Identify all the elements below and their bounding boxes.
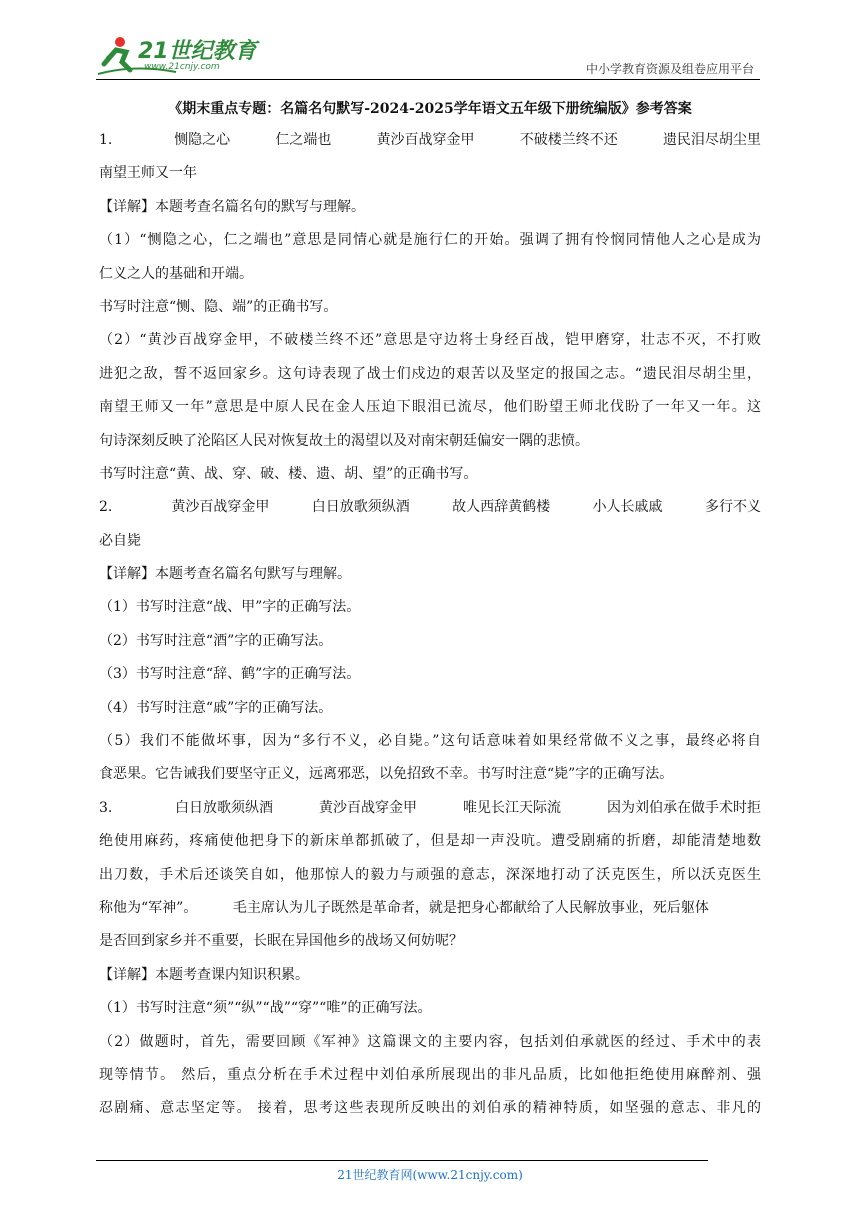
explanation-line: 进犯之敌，誓不返回家乡。这句诗表现了战士们戍边的艰苦以及坚定的报国之志。“遗民泪尽胡尘里， [99, 365, 761, 382]
logo-url: www.21cnjy.com [144, 62, 220, 72]
explanation-line: 忍剧痛、意志坚定等。 接着，思考这些表现所反映出的刘伯承的精神特质，如坚强的意志、非凡的 [99, 1100, 761, 1117]
answer-item: 白日放歌须纵酒 [311, 499, 410, 516]
question-2-answers [99, 491, 761, 524]
answer-item: 黄沙百战穿金甲 [319, 799, 417, 816]
explanation-line: 现等情节。 然后，重点分析在手术过程中刘伯承所展现出的非凡品质，比如他拒绝使用麻醉剂、强 [99, 1066, 761, 1083]
answer-item: 多行不义 [704, 499, 761, 516]
answer-item: 黄沙百战穿金甲 [376, 132, 475, 148]
explanation-line: 南望王师又一年”意思是中原人民在金人压迫下眼泪已流尽，他们盼望王师北伐盼了一年又一年。这 [99, 399, 761, 416]
explanation-line: 句诗深刻反映了沦陷区人民对恢复故土的渴望以及对南宋朝廷偏安一隅的悲愤。 [99, 432, 589, 449]
answer-item: 黄沙百战穿金甲 [171, 499, 270, 516]
answer-item: 遗民泪尽胡尘里 [662, 132, 761, 148]
header-divider [96, 79, 760, 80]
explanation-line: 是否回到家乡并不重要，长眠在异国他乡的战场又何妨呢？ [99, 933, 463, 950]
explanation-line: 【详解】本题考查名篇名句的默写与理解。 [99, 198, 365, 215]
explanation-line: （5）我们不能做坏事，因为“多行不义，必自毙。”这句话意味着如果经常做不义之事，最终必将自 [99, 733, 761, 750]
answer-item: 唯见长江天际流 [463, 799, 561, 816]
answer-continuation: 南望王师又一年 [99, 165, 197, 182]
explanation-line: （1）书写时注意“须”“纵”“战”“穿”“唯”的正确写法。 [99, 1000, 432, 1017]
footer-link[interactable]: 21世纪教育网(www.21cnjy.com) [337, 1168, 523, 1182]
page-header [96, 30, 760, 78]
question-number: 1. [99, 132, 113, 148]
explanation-line: 书写时注意“恻、隐、端”的正确书写。 [99, 298, 338, 315]
explanation-line: 仁义之人的基础和开端。 [99, 265, 253, 282]
explanation-line: （3）书写时注意“辞、鹤”字的正确写法。 [99, 666, 361, 683]
answer-item: 故人西辞黄鹤楼 [452, 499, 551, 516]
explanation-line: 绝使用麻药，疼痛使他把身下的新床单都抓破了，但是却一声没吭。遭受剧痛的折磨，却能清楚地数 [99, 833, 761, 850]
explanation-line: 【详解】本题考查名篇名句默写与理解。 [99, 566, 351, 583]
answer-content [99, 124, 761, 1126]
page-title: 《期末重点专题：名篇名句默写-2024-2025学年语文五年级下册统编版》参考答案 [168, 101, 692, 117]
answer-item: 恻隐之心 [174, 132, 231, 148]
explanation-line: （2）做题时，首先，需要回顾《军神》这篇课文的主要内容，包括刘伯承就医的经过、手术中的表 [99, 1033, 761, 1050]
explanation-line: （4）书写时注意“戚”字的正确写法。 [99, 699, 333, 716]
answer-item: 因为刘伯承在做手术时拒 [607, 799, 761, 816]
answer-item: 仁之端也 [275, 132, 332, 148]
explanation-line: （2）“黄沙百战穿金甲，不破楼兰终不还”意思是守边将士身经百战，铠甲磨穿，壮志不灭，不打败 [99, 332, 761, 349]
answer-continuation: 必自毙 [99, 532, 141, 549]
site-logo[interactable] [96, 34, 266, 78]
explanation-line: 食恶果。它告诫我们要坚守正义，远离邪恶，以免招致不幸。书写时注意“毙”字的正确写法。 [99, 766, 674, 783]
platform-name: 中小学教育资源及组卷应用平台 [585, 62, 754, 76]
explanation-line: （2）书写时注意“酒”字的正确写法。 [99, 632, 333, 649]
explanation-line: 【详解】本题考查课内知识积累。 [99, 966, 309, 983]
explanation-line: 书写时注意“黄、战、穿、破、楼、遗、胡、望”的正确书写。 [99, 465, 478, 482]
explanation-line: 出刀数，手术后还谈笑自如，他那惊人的毅力与顽强的意志，深深地打动了沃克医生，所以沃克医生 [99, 866, 761, 883]
question-number: 2. [99, 499, 113, 516]
question-1-answers [99, 124, 761, 157]
question-3-answers [99, 792, 761, 825]
answer-item: 不破楼兰终不还 [519, 132, 618, 148]
answer-item: 白日放歌须纵酒 [175, 799, 273, 816]
explanation-line: （1）书写时注意“战、甲”字的正确写法。 [99, 599, 361, 616]
explanation-line: 称他为“军神”。 毛主席认为儿子既然是革命者，就是把身心都献给了人民解放事业，死后躯体 [99, 899, 709, 916]
question-number: 3. [99, 799, 113, 816]
explanation-line: （1）“恻隐之心，仁之端也”意思是同情心就是施行仁的开始。强调了拥有怜悯同情他人之心是成为 [99, 232, 761, 249]
logo-text: 21世纪教育 [138, 39, 257, 64]
answer-item: 小人长戚戚 [592, 499, 663, 516]
footer-divider [96, 1160, 708, 1161]
